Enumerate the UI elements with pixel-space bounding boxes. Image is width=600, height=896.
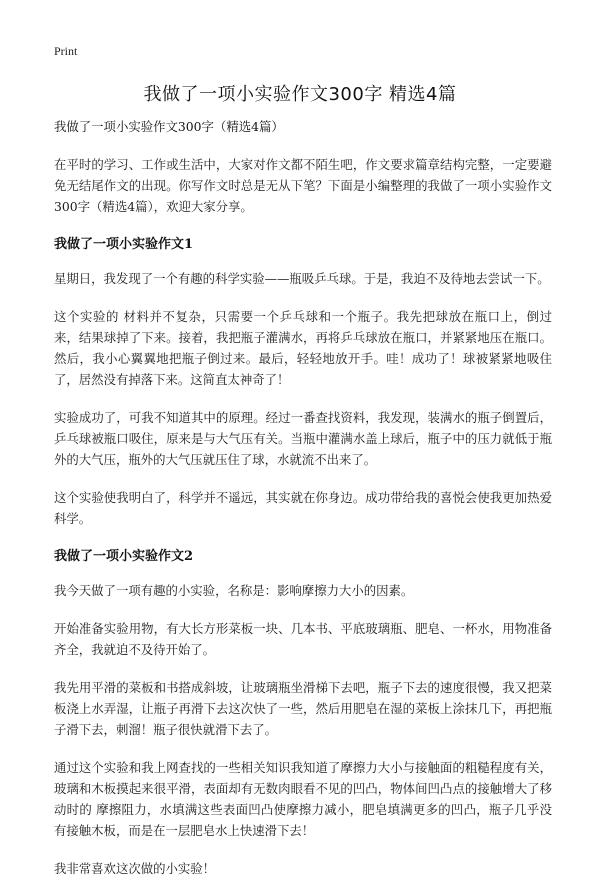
section-paragraph: 我先用平滑的菜板和书搭成斜坡，让玻璃瓶坐滑梯下去吧，瓶子下去的速度很慢，我又把菜板浇上水弄湿，让瓶子再滑下去这次快了一些，然后用肥皂在湿的菜板上涂抹几下，再把瓶子滑下去，刺溜！瓶子很快就滑下去了。 [54,680,552,737]
section-paragraph: 通过这个实验和我上网查找的一些相关知识我知道了摩擦力大小与接触面的粗糙程度有关，玻璃和木板摸起来很平滑，表面却有无数肉眼看不见的凹凸，物体间凹凸点的接触增大了移动时的 摩擦阻力，水填满这些表面凹凸使摩擦力减小，肥皂填满更多的凹凸，瓶子几乎没有接触木板，而是在一层肥皂水上快速滑下去！ [54,760,552,838]
document-body [54,116,552,896]
section-paragraph: 开始准备实验用物，有大长方形菜板一块、几本书、平底玻璃瓶、肥皂、一杯水，用物准备齐全，我就迫不及待开始了。 [54,621,552,657]
section-paragraph: 星期日，我发现了一个有趣的科学实验——瓶吸乒乓球。于是，我迫不及待地去尝试一下。 [54,271,550,286]
section-paragraph: 这个实验使我明白了，科学并不遥远，其实就在你身边。成功带给我的喜悦会使我更加热爱科学。 [54,490,552,526]
intro-paragraph: 在平时的学习、工作或生活中，大家对作文都不陌生吧，作文要求篇章结构完整，一定要避免无结尾作文的出现。你写作文时总是无从下笔？下面是小编整理的我做了一项小实验作文300字（精选4篇），欢迎大家分享。 [54,157,552,214]
section-paragraph: 我非常喜欢这次做的小实验！ [54,861,216,876]
section-paragraph: 实验成功了，可我不知道其中的原理。经过一番查找资料，我发现，装满水的瓶子倒置后，乒乓球被瓶口吸住，原来是与大气压有关。当瓶中灌满水盖上球后，瓶子中的压力就低于瓶外的大气压，瓶外的大气压就压住了球，水就流不出来了。 [54,410,552,467]
section-heading: 我做了一项小实验作文2 [54,549,194,564]
print-label: Print [54,44,78,58]
essay-section-2 [54,546,552,879]
section-paragraph: 我今天做了一项有趣的小实验，名称是：影响摩擦力大小的因素。 [54,583,414,598]
page-title: 我做了一项小实验作文300字 精选4篇 [143,84,457,105]
essay-section-1 [54,234,552,529]
section-heading: 我做了一项小实验作文1 [54,237,194,252]
document-subtitle: 我做了一项小实验作文300字（精选4篇） [54,119,284,134]
section-paragraph: 这个实验的 材料并不复杂，只需要一个乒乓球和一个瓶子。我先把球放在瓶口上，倒过来，结果球掉了下来。接着，我把瓶子灌满水，再将乒乓球放在瓶口，并紧紧地压在瓶口。然后，我小心翼翼地把瓶子倒过来。最后，轻轻地放开手。哇！成功了！球被紧紧地吸住了，居然没有掉落下来。这简直太神奇了！ [54,309,552,387]
